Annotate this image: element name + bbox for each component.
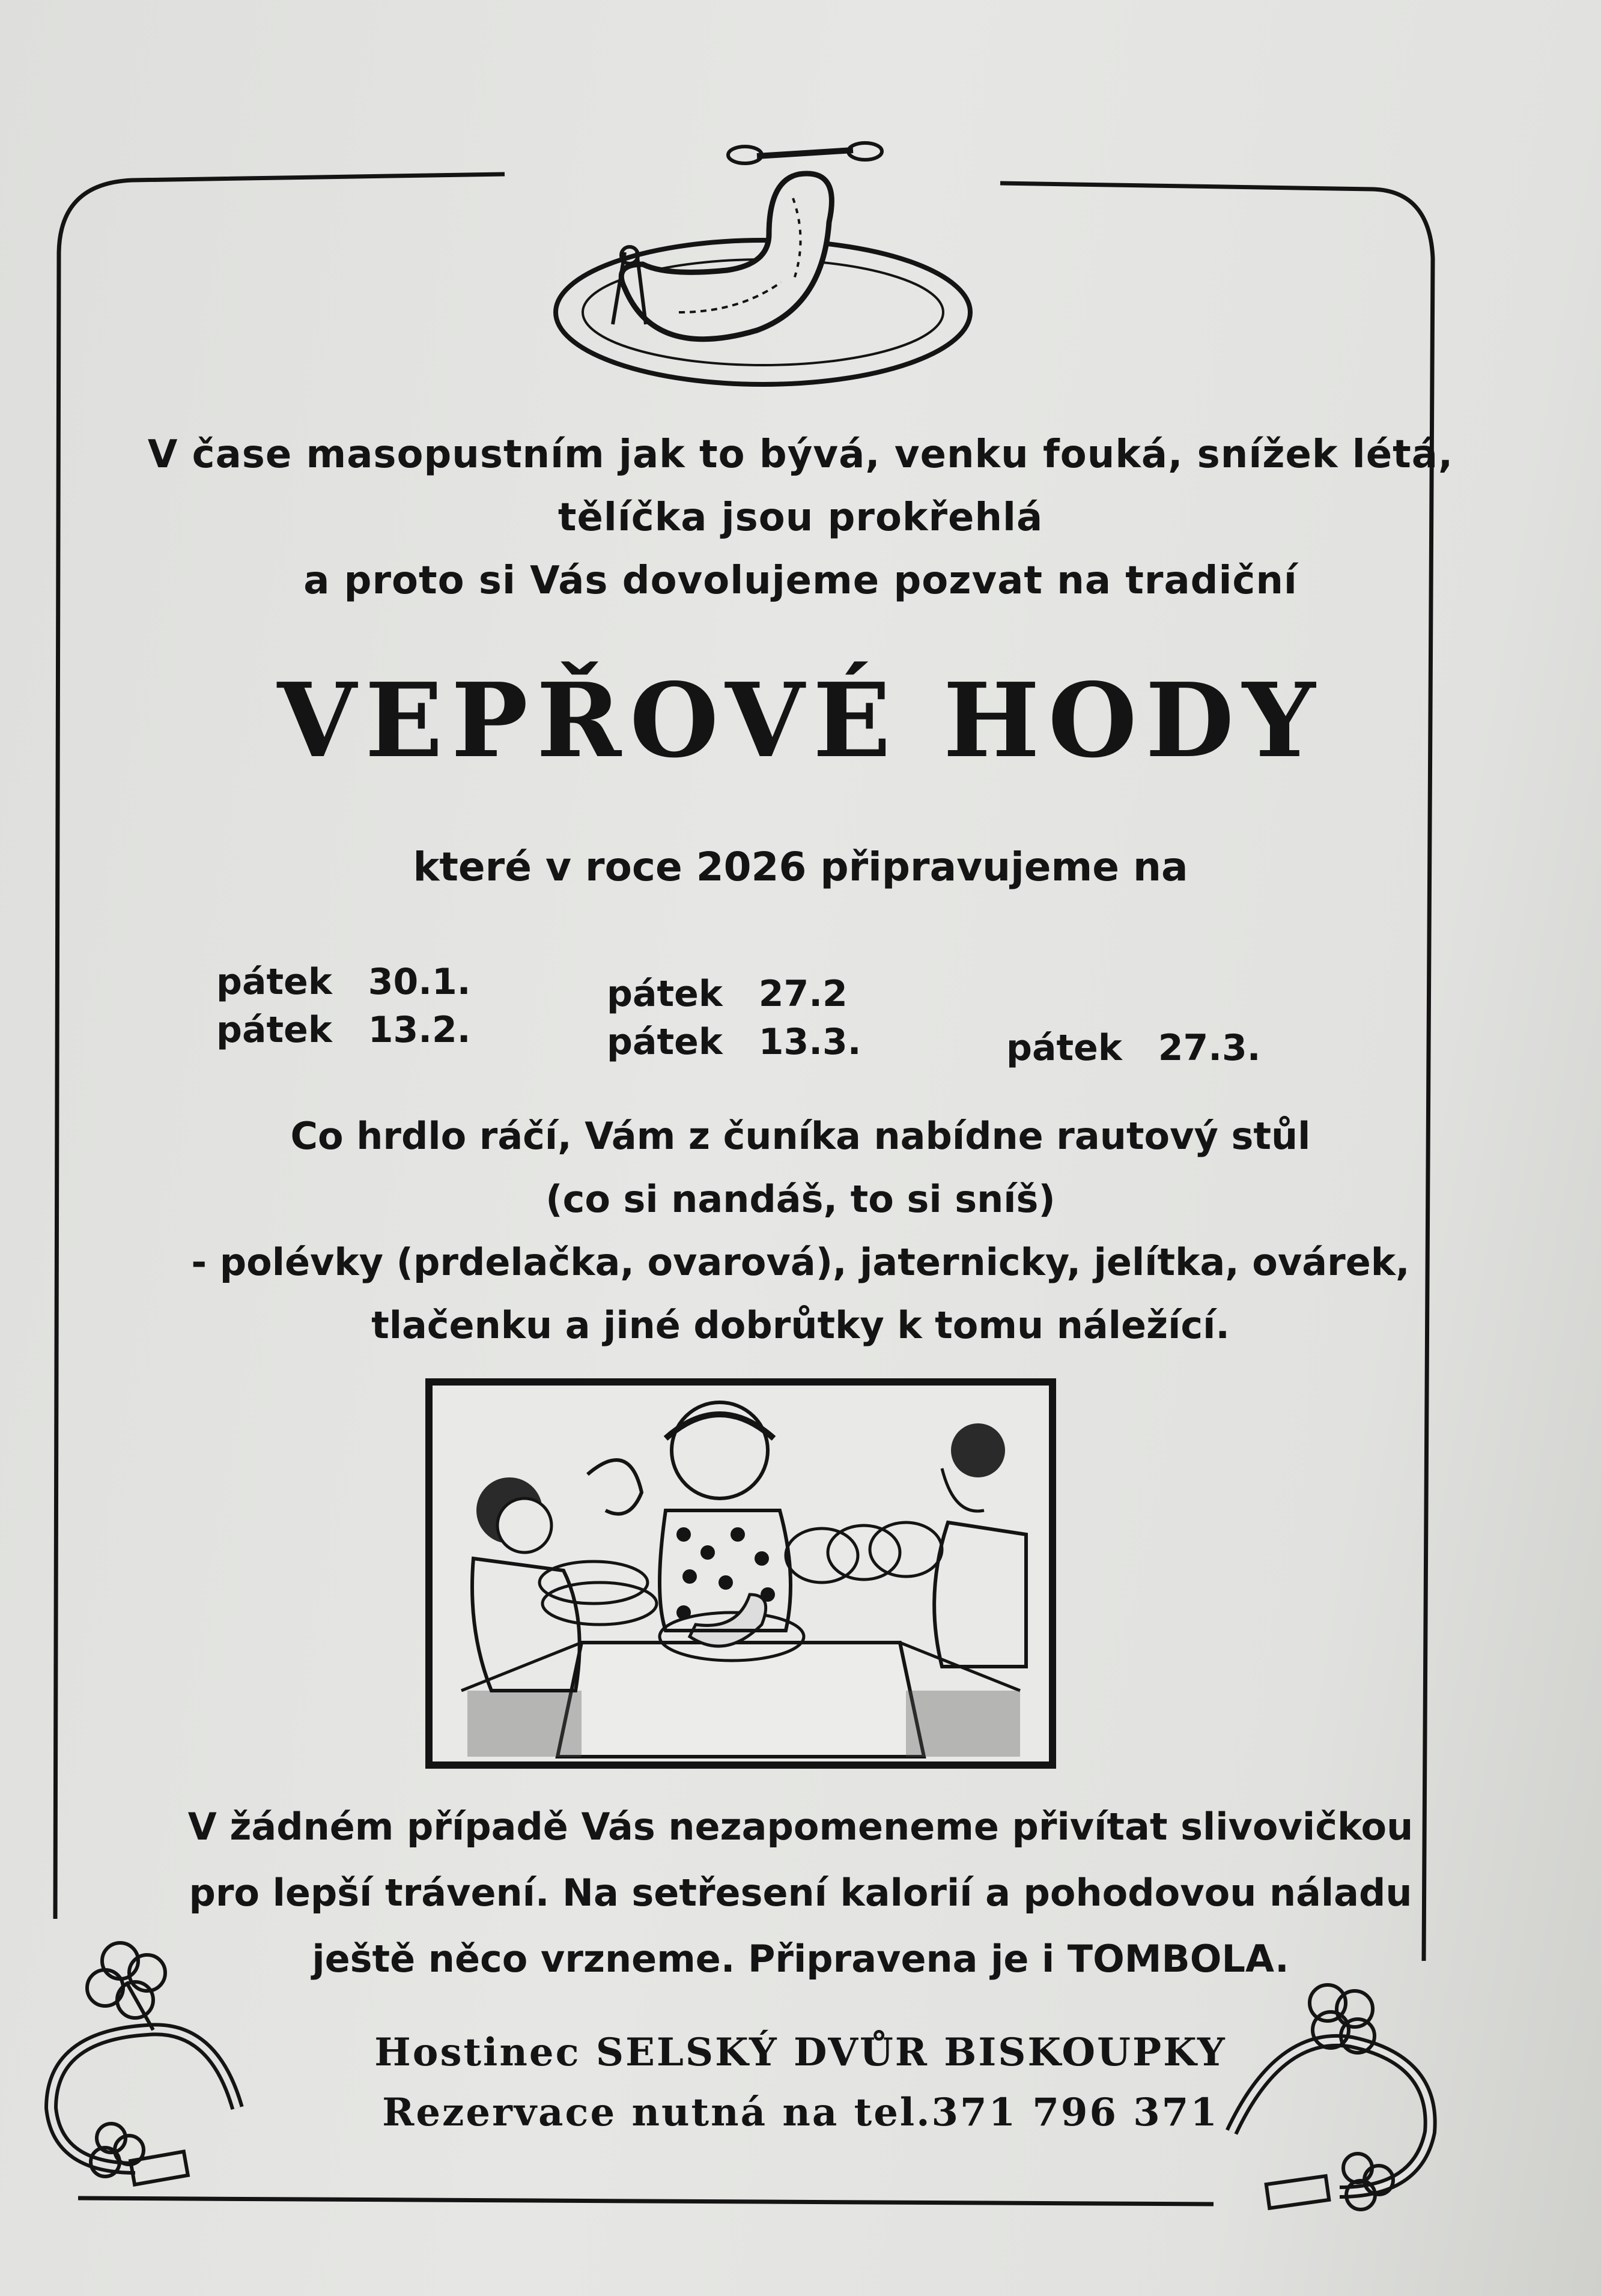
reservation-phone: Rezervace nutná na tel.371 796 371 — [382, 2090, 1219, 2135]
intro-line-1: V čase masopustním jak to bývá, venku fouká, snížek létá, — [147, 432, 1454, 477]
date-day: pátek — [1006, 1027, 1122, 1069]
date-value: 30.1. — [368, 961, 471, 1003]
closing-line-1: V žádném případě Vás nezapomeneme přivítat slivovičkou — [187, 1805, 1414, 1849]
date-day: pátek — [607, 973, 723, 1015]
sausage-plate-illustration — [541, 132, 973, 402]
date-value: 27.3. — [1158, 1027, 1261, 1069]
date-item-1 — [216, 961, 471, 1003]
date-day: pátek — [607, 1021, 723, 1063]
date-day: pátek — [216, 961, 332, 1003]
date-item-4 — [607, 1021, 861, 1063]
date-item-3 — [607, 973, 848, 1015]
date-item-5 — [1006, 1027, 1261, 1069]
menu-line-4: tlačenku a jiné dobrůtky k tomu náležící. — [371, 1303, 1230, 1347]
horseshoe-clover-icon — [15, 1940, 255, 2192]
menu-line-2: (co si nandáš, to si sníš) — [545, 1177, 1056, 1221]
horseshoe-clover-icon — [1208, 1976, 1466, 2216]
intro-line-3: a proto si Vás dovolujeme pozvat na tradiční — [303, 559, 1298, 603]
page-title: VEPŘOVÉ HODY — [277, 661, 1324, 781]
venue-name: Hostinec SELSKÝ DVŮR BISKOUPKY — [374, 2030, 1227, 2075]
closing-line-2: pro lepší trávení. Na setřesení kalorií a pohodovou náladu — [189, 1871, 1412, 1915]
closing-line-3: ještě něco vrzneme. Připravena je i TOMBOLA. — [312, 1937, 1289, 1981]
date-value: 27.2 — [758, 973, 848, 1015]
intro-line-2: tělíčka jsou prokřehlá — [557, 495, 1044, 540]
date-value: 13.3. — [758, 1021, 861, 1063]
date-day: pátek — [216, 1009, 332, 1051]
date-value: 13.2. — [368, 1009, 471, 1051]
feast-illustration — [425, 1378, 1056, 1769]
date-item-2 — [216, 1009, 471, 1051]
menu-line-1: Co hrdlo ráčí, Vám z čuníka nabídne rautový stůl — [290, 1114, 1311, 1158]
menu-line-3: - polévky (prdelačka, ovarová), jaternicky, jelítka, ovárek, — [191, 1240, 1410, 1284]
subtitle: které v roce 2026 připravujeme na — [413, 844, 1188, 890]
